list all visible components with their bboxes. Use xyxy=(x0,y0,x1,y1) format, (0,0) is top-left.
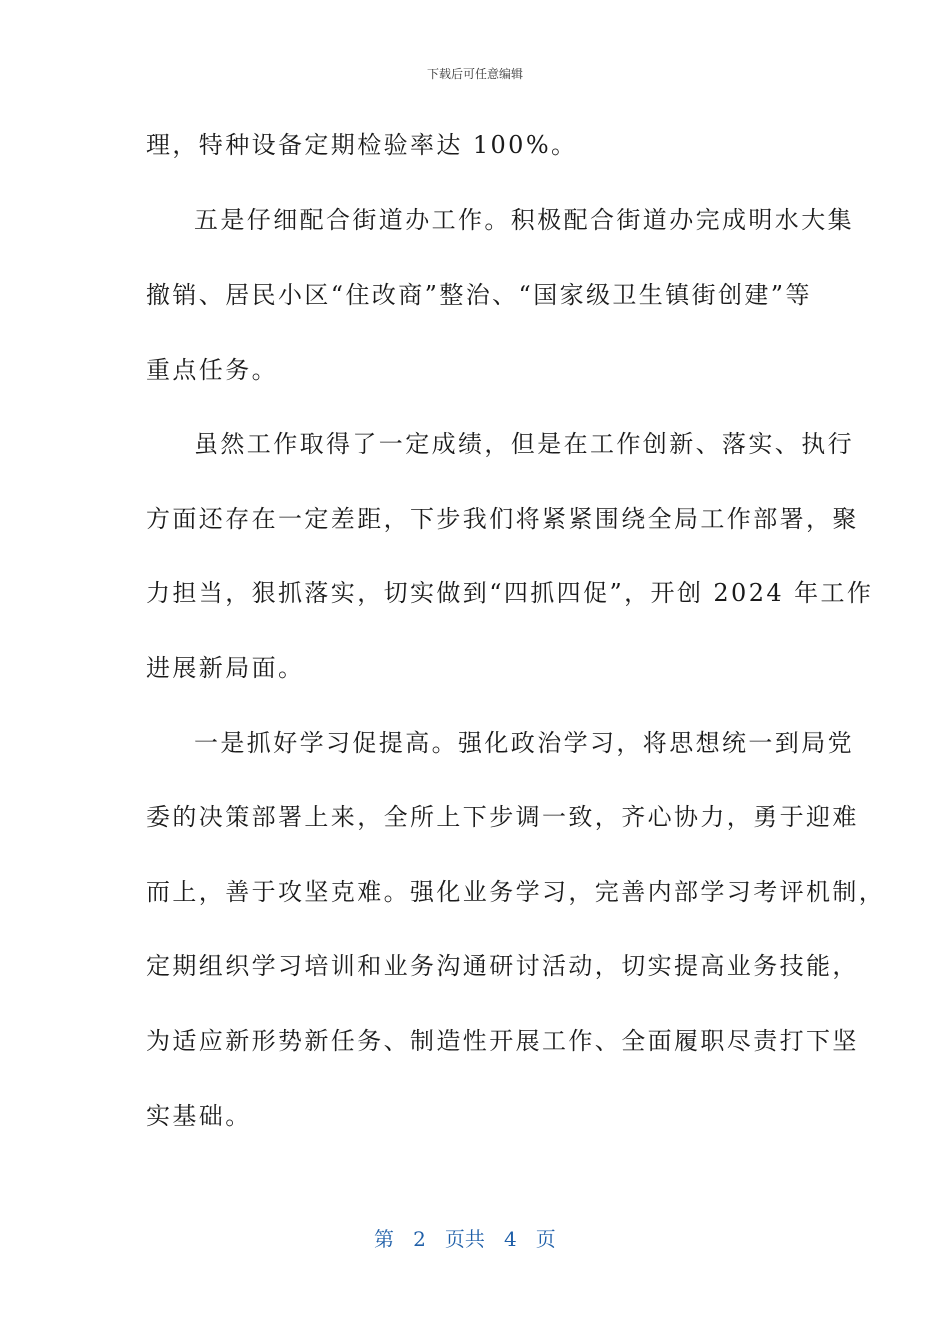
total-pages-number: 4 xyxy=(503,1227,517,1251)
page-label-prefix: 第 xyxy=(374,1227,394,1251)
body-line: 为适应新形势新任务、制造性开展工作、全面履职尽责打下坚 xyxy=(146,1027,859,1055)
body-line: 一是抓好学习促提高。强化政治学习，将思想统一到局党 xyxy=(194,729,854,757)
document-header: 下载后可任意编辑 xyxy=(426,67,523,81)
body-line: 方面还存在一定差距，下步我们将紧紧围绕全局工作部署，聚 xyxy=(146,505,859,533)
body-line: 五是仔细配合街道办工作。积极配合街道办完成明水大集 xyxy=(194,206,854,234)
body-line: 进展新局面。 xyxy=(146,654,305,682)
body-line: 实基础。 xyxy=(146,1102,252,1130)
page-label-suffix: 页 xyxy=(535,1227,556,1251)
body-line: 理，特种设备定期检验率达 100%。 xyxy=(146,131,578,159)
current-page-number: 2 xyxy=(413,1227,426,1251)
body-line: 撤销、居民小区“住改商”整治、“国家级卫生镇街创建”等 xyxy=(146,281,812,309)
body-line: 而上，善于攻坚克难。强化业务学习，完善内部学习考评机制， xyxy=(146,878,886,906)
body-line: 虽然工作取得了一定成绩，但是在工作创新、落实、执行 xyxy=(194,430,854,458)
body-line: 定期组织学习培训和业务沟通研讨活动，切实提高业务技能， xyxy=(146,952,859,980)
body-line: 力担当，狠抓落实，切实做到“四抓四促”，开创 2024 年工作 xyxy=(146,579,874,607)
page-footer xyxy=(374,1226,556,1252)
body-line: 委的决策部署上来，全所上下步调一致，齐心协力，勇于迎难 xyxy=(146,803,859,831)
body-line: 重点任务。 xyxy=(146,356,278,384)
page-label-mid: 页共 xyxy=(444,1227,485,1251)
